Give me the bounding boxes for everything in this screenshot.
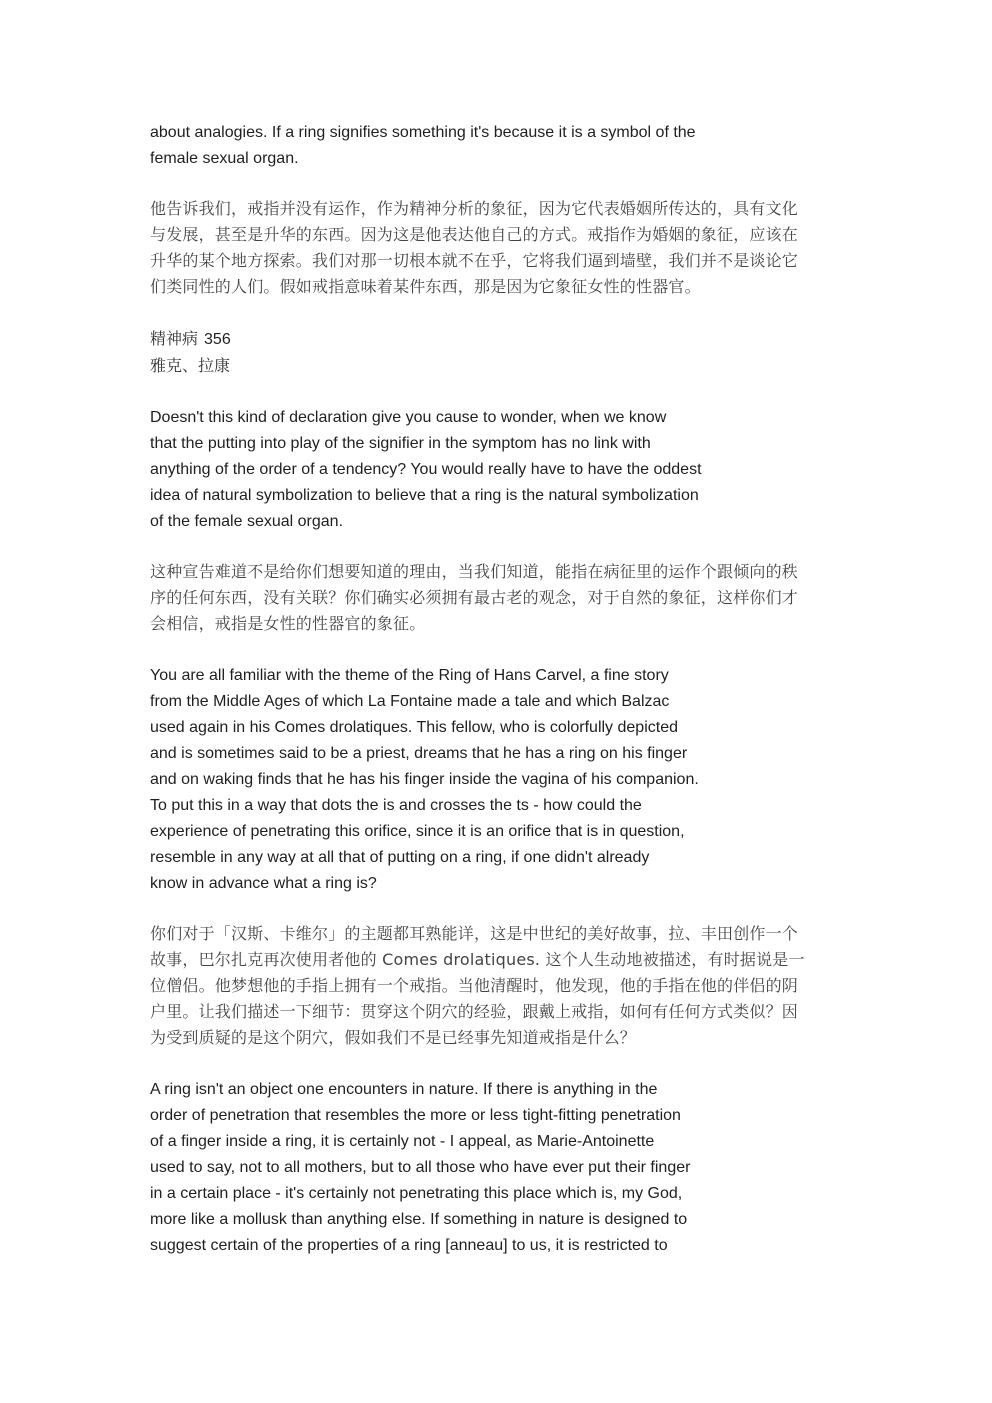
- text-line: 故事，巴尔扎克再次使用者他的 Comes drolatiques. 这个人生动地被描述，有时据说是一: [150, 950, 805, 969]
- paragraph-english-4: [150, 1077, 850, 1259]
- text-line: in a certain place - it's certainly not penetrating this place which is, my God,: [150, 1185, 683, 1202]
- text-line: used again in his Comes drolatiques. This fellow, who is colorfully depicted: [150, 719, 678, 736]
- text-line: experience of penetrating this orifice, since it is an orifice that is in question,: [150, 823, 685, 840]
- book-title: 精神病: [150, 329, 199, 348]
- text-line: 位僧侣。他梦想他的手指上拥有一个戒指。当他清醒时，他发现，他的手指在他的伴侣的阴: [150, 976, 799, 995]
- text-line: used to say, not to all mothers, but to all those who have ever put their finger: [150, 1159, 691, 1176]
- text-line: that the putting into play of the signifier in the symptom has no link with: [150, 435, 651, 452]
- text-line: anything of the order of a tendency? You would really have to have the oddest: [150, 461, 702, 478]
- text-line: 他告诉我们，戒指并没有运作，作为精神分析的象征，因为它代表婚姻所传达的，具有文化: [150, 199, 799, 218]
- text-line: idea of natural symbolization to believe that a ring is the natural symbolization: [150, 487, 699, 504]
- text-line: 你们对于「汉斯、卡维尔」的主题都耳熟能详，这是中世纪的美好故事，拉、丰田创作一个: [150, 924, 799, 943]
- text-line: of a finger inside a ring, it is certainly not - I appeal, as Marie-Antoinette: [150, 1133, 655, 1150]
- text-line: and is sometimes said to be a priest, dreams that he has a ring on his finger: [150, 745, 688, 762]
- text-line: 与发展，甚至是升华的东西。因为这是他表达他自己的方式。戒指作为婚姻的象征，应该在: [150, 225, 799, 244]
- text-line: To put this in a way that dots the is and crosses the ts - how could the: [150, 797, 642, 814]
- text-line: 会相信，戒指是女性的性器官的象征。: [150, 614, 426, 633]
- text-line: 为受到质疑的是这个阴穴，假如我们不是已经事先知道戒指是什么？: [150, 1028, 637, 1047]
- text-line: 们类同性的人们。假如戒指意味着某件东西，那是因为它象征女性的性器官。: [150, 277, 701, 296]
- page-content: [150, 120, 850, 1259]
- paragraph-english-2: [150, 405, 850, 535]
- paragraph-chinese-1: [150, 196, 850, 300]
- text-line: You are all familiar with the theme of the Ring of Hans Carvel, a fine story: [150, 667, 669, 684]
- text-line: order of penetration that resembles the more or less tight-fitting penetration: [150, 1107, 681, 1124]
- page-number: 356: [204, 331, 231, 348]
- running-header: [150, 326, 850, 379]
- text-line: 这种宣告难道不是给你们想要知道的理由，当我们知道，能指在病征里的运作个跟倾向的秩: [150, 562, 799, 581]
- paragraph-english-3: [150, 663, 850, 897]
- text-line: about analogies. If a ring signifies something it's because it is a symbol of the: [150, 124, 696, 141]
- text-line: Doesn't this kind of declaration give you cause to wonder, when we know: [150, 409, 667, 426]
- text-line: more like a mollusk than anything else. If something in nature is designed to: [150, 1211, 688, 1228]
- text-line: A ring isn't an object one encounters in nature. If there is anything in the: [150, 1081, 658, 1098]
- text-line: and on waking finds that he has his finger inside the vagina of his companion.: [150, 771, 699, 788]
- text-line: of the female sexual organ.: [150, 513, 344, 530]
- text-line: 升华的某个地方探索。我们对那一切根本就不在乎，它将我们逼到墙壁，我们并不是谈论它: [150, 251, 799, 270]
- text-line: know in advance what a ring is?: [150, 875, 377, 892]
- paragraph-english-1: [150, 120, 850, 172]
- author-name: 雅克、拉康: [150, 356, 231, 375]
- text-line: 户里。让我们描述一下细节：贯穿这个阴穴的经验，跟戴上戒指，如何有任何方式类似？因: [150, 1002, 799, 1021]
- paragraph-chinese-2: [150, 559, 850, 637]
- text-line: female sexual organ.: [150, 150, 299, 167]
- text-line: from the Middle Ages of which La Fontaine made a tale and which Balzac: [150, 693, 670, 710]
- text-line: 序的任何东西，没有关联？你们确实必须拥有最古老的观念，对于自然的象征，这样你们才: [150, 588, 799, 607]
- text-line: suggest certain of the properties of a ring [anneau] to us, it is restricted to: [150, 1237, 668, 1254]
- text-line: resemble in any way at all that of putting on a ring, if one didn't already: [150, 849, 650, 866]
- paragraph-chinese-3: [150, 921, 850, 1051]
- header-line-book: [150, 326, 850, 353]
